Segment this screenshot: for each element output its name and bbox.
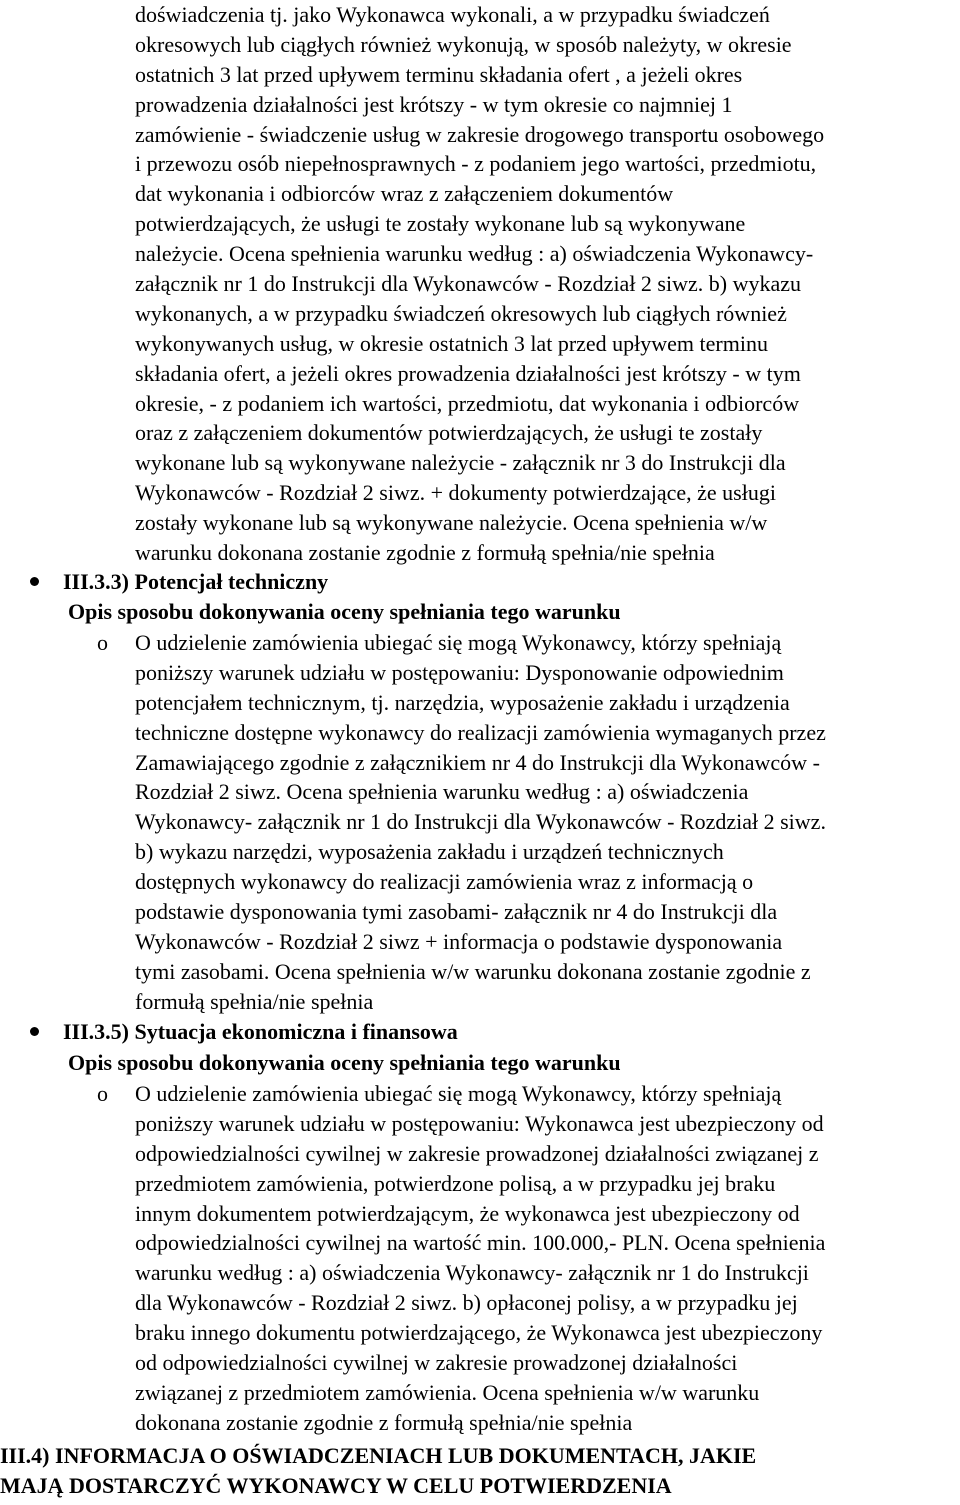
section-3-3-5-line: związanej z przedmiotem zamówienia. Ocena spełnienia w/w warunku xyxy=(135,1379,760,1405)
intro-line: okresie, - z podaniem ich wartości, przedmiotu, dat wykonania i odbiorców xyxy=(135,390,800,416)
intro-line: dat wykonania i odbiorców wraz z załączeniem dokumentów xyxy=(135,181,674,207)
section-3-3-5-line: innym dokumentem potwierdzającym, że wykonawca jest ubezpieczony od xyxy=(135,1200,800,1226)
section-3-3-5-heading-text: III.3.5) Sytuacja ekonomiczna i finansowa xyxy=(63,1019,458,1044)
intro-line: zamówienie - świadczenie usług w zakresie drogowego transportu osobowego xyxy=(135,121,825,147)
section-3-4-line: III.4) INFORMACJA O OŚWIADCZENIACH LUB DOKUMENTACH, JAKIE xyxy=(0,1443,757,1468)
section-3-3-5-line: braku innego dokumentu potwierdzającego, że Wykonawca jest ubezpieczony xyxy=(135,1320,823,1346)
section-3-3-3-line: techniczne dostępne wykonawcy do realizacji zamówienia wymaganych przez xyxy=(135,719,826,745)
section-3-3-3-line: podstawie dysponowania tymi zasobami- załącznik nr 4 do Instrukcji dla xyxy=(135,899,778,925)
section-3-3-5-line: dla Wykonawców - Rozdział 2 siwz. b) opłaconej polisy, a w przypadku jej xyxy=(135,1290,798,1316)
section-3-3-5-line: odpowiedzialności cywilnej w zakresie prowadzonej działalności związanej z xyxy=(135,1140,819,1166)
section-3-3-3-line: poniższy warunek udziału w postępowaniu: Dysponowanie odpowiednim xyxy=(135,659,784,685)
section-3-3-3-subheading: Opis sposobu dokonywania oceny spełniania tego warunku xyxy=(68,599,621,624)
section-3-3-3-heading-text: III.3.3) Potencjał techniczny xyxy=(63,569,329,594)
intro-line: należycie. Ocena spełnienia warunku według : a) oświadczenia Wykonawcy- xyxy=(135,241,814,267)
section-3-3-3-line: dostępnych wykonawcy do realizacji zamówienia wraz z informacją o xyxy=(135,869,754,895)
intro-line: potwierdzających, że usługi te zostały wykonane lub są wykonywane xyxy=(135,211,746,237)
intro-line: doświadczenia tj. jako Wykonawca wykonali, a w przypadku świadczeń xyxy=(135,2,770,27)
section-3-3-5-line: O udzielenie zamówienia ubiegać się mogą Wykonawcy, którzy spełniają xyxy=(135,1081,782,1106)
section-3-3-5-line: odpowiedzialności cywilnej na wartość min. 100.000,- PLN. Ocena spełnienia xyxy=(135,1230,826,1256)
intro-line: wykonane lub są wykonywane należycie - załącznik nr 3 do Instrukcji dla xyxy=(135,450,786,476)
bullet-icon xyxy=(30,577,39,586)
section-3-3-5-line: przedmiotem zamówienia, potwierdzone polisą, a w przypadku jej braku xyxy=(135,1170,776,1196)
section-3-3-3-paragraph xyxy=(135,628,826,1017)
section-3-3-3-list-marker: o xyxy=(97,630,108,655)
section-3-3-3-line: b) wykazu narzędzi, wyposażenia zakładu i urządzeń technicznych xyxy=(135,839,724,865)
section-3-3-5-heading xyxy=(30,1017,458,1047)
section-3-3-5-line: od odpowiedzialności cywilnej w zakresie prowadzonej działalności xyxy=(135,1350,738,1376)
intro-line: wykonywanych usług, w okresie ostatnich 3 lat przed upływem terminu xyxy=(135,330,768,356)
intro-line: prowadzenia działalności jest krótszy - w tym okresie co najmniej 1 xyxy=(135,91,733,117)
section-3-3-5-subheading: Opis sposobu dokonywania oceny spełniania tego warunku xyxy=(68,1050,621,1075)
intro-line: składania ofert, a jeżeli okres prowadzenia działalności jest krótszy - w tym xyxy=(135,360,801,386)
section-3-3-3-line: Wykonawcy- załącznik nr 1 do Instrukcji dla Wykonawców - Rozdział 2 siwz. xyxy=(135,809,826,835)
section-3-3-5-line: warunku według : a) oświadczenia Wykonawcy- załącznik nr 1 do Instrukcji xyxy=(135,1260,809,1286)
intro-line: oraz z załączeniem dokumentów potwierdzających, że usługi te zostały xyxy=(135,420,763,446)
section-3-4-heading xyxy=(0,1441,756,1501)
section-3-3-3-line: tymi zasobami. Ocena spełnienia w/w warunku dokonana zostanie zgodnie z xyxy=(135,958,811,984)
section-3-3-5-paragraph xyxy=(135,1079,825,1438)
intro-line: i przewozu osób niepełnosprawnych - z podaniem jego wartości, przedmiotu, xyxy=(135,151,817,177)
section-3-3-3-line: O udzielenie zamówienia ubiegać się mogą Wykonawcy, którzy spełniają xyxy=(135,630,782,655)
intro-line: okresowych lub ciągłych również wykonują, w sposób należyty, w okresie xyxy=(135,31,792,57)
section-3-3-3-heading xyxy=(30,567,328,597)
intro-line: wykonanych, a w przypadku świadczeń okresowych lub ciągłych również xyxy=(135,300,787,326)
section-3-3-3-line: potencjałem technicznym, tj. narzędzia, wyposażenie zakładu i urządzenia xyxy=(135,689,790,715)
section-3-3-3-line: formułą spełnia/nie spełnia xyxy=(135,988,374,1014)
section-3-3-3-line: Zamawiającego zgodnie z załącznikiem nr 4 do Instrukcji dla Wykonawców - xyxy=(135,749,820,775)
section-3-3-3-line: Rozdział 2 siwz. Ocena spełnienia warunku według : a) oświadczenia xyxy=(135,779,749,805)
intro-line: Wykonawców - Rozdział 2 siwz. + dokumenty potwierdzające, że usługi xyxy=(135,480,776,506)
intro-line: warunku dokonana zostanie zgodnie z formułą spełnia/nie spełnia xyxy=(135,540,715,566)
intro-line: zostały wykonane lub są wykonywane należycie. Ocena spełnienia w/w xyxy=(135,510,768,536)
section-3-3-5-list-marker: o xyxy=(97,1081,108,1106)
bullet-icon xyxy=(30,1027,39,1036)
section-3-3-5-line: dokonana zostanie zgodnie z formułą spełnia/nie spełnia xyxy=(135,1409,633,1435)
intro-line: załącznik nr 1 do Instrukcji dla Wykonawców - Rozdział 2 siwz. b) wykazu xyxy=(135,271,802,297)
intro-paragraph xyxy=(135,0,824,568)
section-3-3-3-line: Wykonawców - Rozdział 2 siwz + informacja o podstawie dysponowania xyxy=(135,928,783,954)
section-3-4-line: MAJĄ DOSTARCZYĆ WYKONAWCY W CELU POTWIERDZENIA xyxy=(0,1472,672,1498)
intro-line: ostatnich 3 lat przed upływem terminu składania ofert , a jeżeli okres xyxy=(135,61,743,87)
section-3-3-5-line: poniższy warunek udziału w postępowaniu: Wykonawca jest ubezpieczony od xyxy=(135,1110,824,1136)
